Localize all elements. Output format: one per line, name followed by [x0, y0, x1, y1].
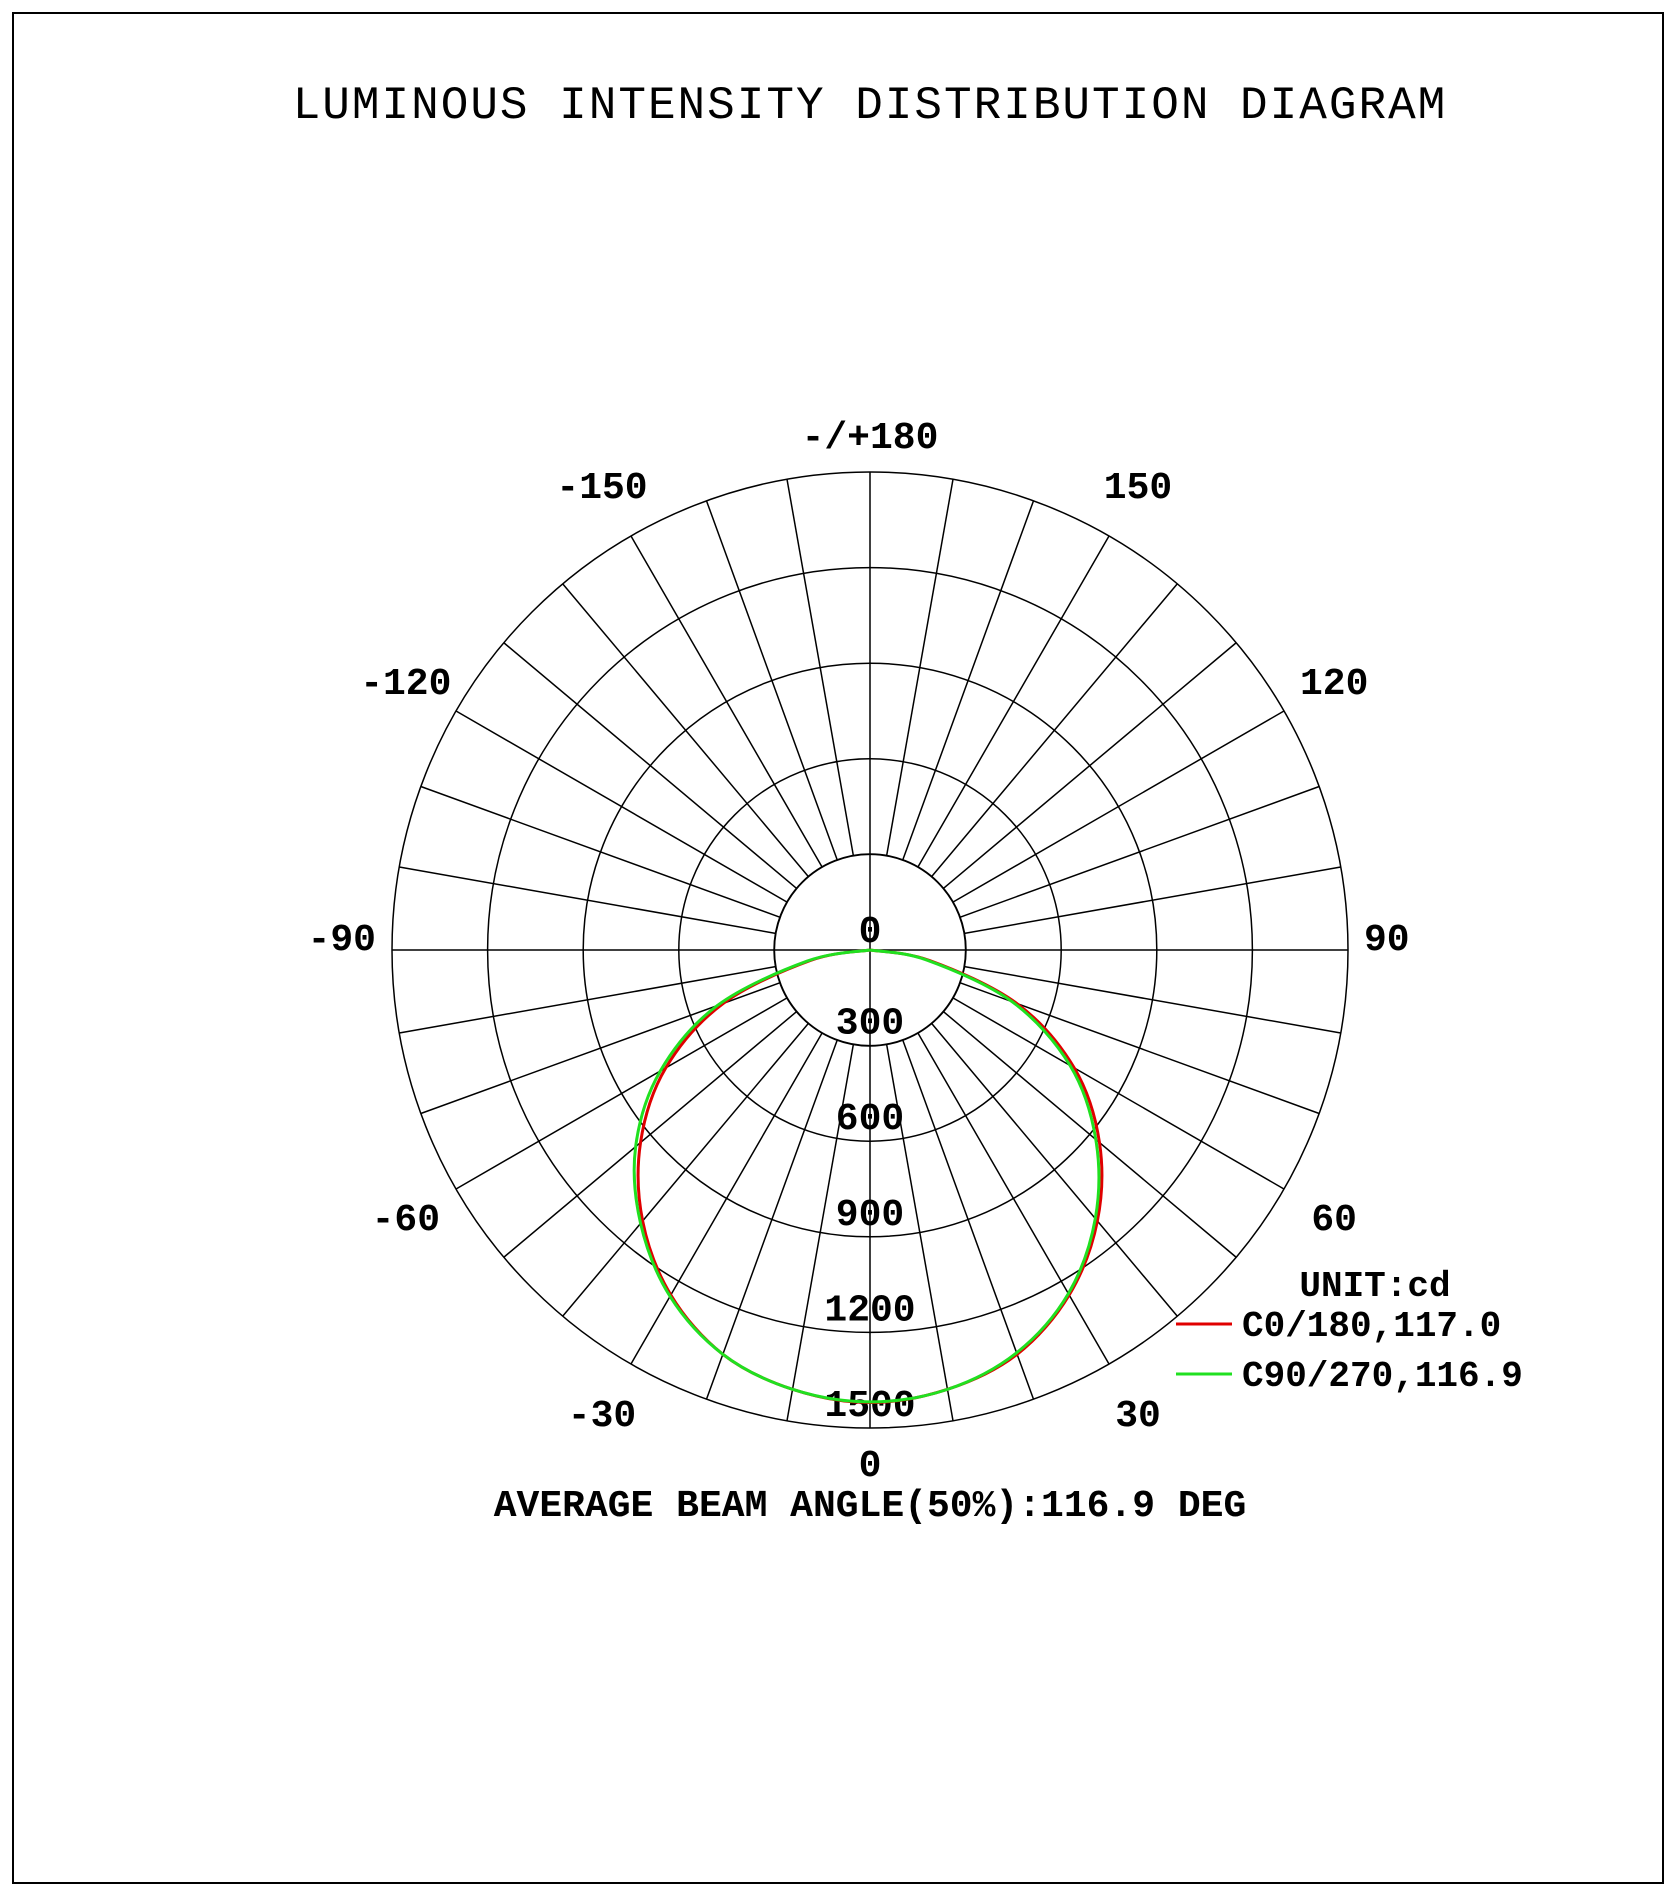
grid-spoke-100: [965, 867, 1341, 933]
grid-spoke-250: [421, 787, 780, 918]
angle-label-90: 90: [1364, 919, 1410, 962]
grid-spoke-20: [903, 1040, 1034, 1399]
grid-spoke-130: [944, 643, 1237, 889]
grid-spoke-260: [399, 867, 775, 933]
angle-label-neg150: -150: [556, 466, 648, 510]
grid-spoke-50: [944, 1012, 1237, 1258]
beam-angle-footer: AVERAGE BEAM ANGLE(50%):116.9 DEG: [493, 1485, 1247, 1528]
grid-spoke-150: [918, 536, 1109, 867]
grid-spoke-220: [563, 584, 809, 877]
radial-label-600: 600: [835, 1098, 905, 1142]
grid-spoke-190: [787, 479, 853, 855]
angle-label-30: 30: [1115, 1395, 1161, 1439]
angle-label-neg90: -90: [307, 919, 376, 962]
grid-spoke-320: [563, 1024, 809, 1317]
angle-label-150: 150: [1103, 466, 1173, 510]
grid-spoke-110: [960, 787, 1319, 918]
grid-spoke-170: [887, 479, 953, 855]
grid-spoke-120: [953, 711, 1284, 902]
radial-label-1200: 1200: [824, 1289, 916, 1333]
grid-spoke-280: [399, 967, 775, 1033]
angle-label-60: 60: [1311, 1199, 1357, 1242]
radial-label-900: 900: [835, 1193, 905, 1237]
legend-label-0: C0/180,117.0: [1242, 1306, 1502, 1347]
unit-label: UNIT:cd: [1299, 1266, 1451, 1307]
grid-spoke-300: [456, 998, 787, 1189]
angle-label-neg30: -30: [567, 1395, 637, 1439]
angle-label-180: -/+180: [801, 417, 939, 460]
grid-spoke-80: [965, 967, 1341, 1033]
angle-label-neg60: -60: [371, 1199, 441, 1242]
grid-spoke-140: [932, 584, 1178, 877]
angle-label-neg120: -120: [360, 663, 452, 706]
radial-label-0: 0: [858, 911, 882, 954]
grid-spoke-160: [903, 501, 1034, 860]
grid-spoke-60: [953, 998, 1284, 1189]
legend-label-1: C90/270,116.9: [1242, 1356, 1523, 1397]
grid-spoke-230: [504, 643, 797, 889]
legend: [1176, 1266, 1523, 1397]
angle-label-120: 120: [1299, 663, 1369, 706]
grid-spoke-210: [631, 536, 822, 867]
grid-spoke-310: [504, 1012, 797, 1258]
chart-title: LUMINOUS INTENSITY DISTRIBUTION DIAGRAM: [292, 80, 1448, 132]
grid-spoke-40: [932, 1024, 1178, 1317]
radial-label-1500: 1500: [824, 1385, 916, 1428]
radial-label-300: 300: [835, 1002, 905, 1046]
grid-spoke-340: [707, 1040, 838, 1399]
angle-label-0: 0: [858, 1445, 882, 1488]
grid-spoke-330: [631, 1033, 822, 1364]
grid-spoke-240: [456, 711, 787, 902]
grid-spoke-200: [707, 501, 838, 860]
